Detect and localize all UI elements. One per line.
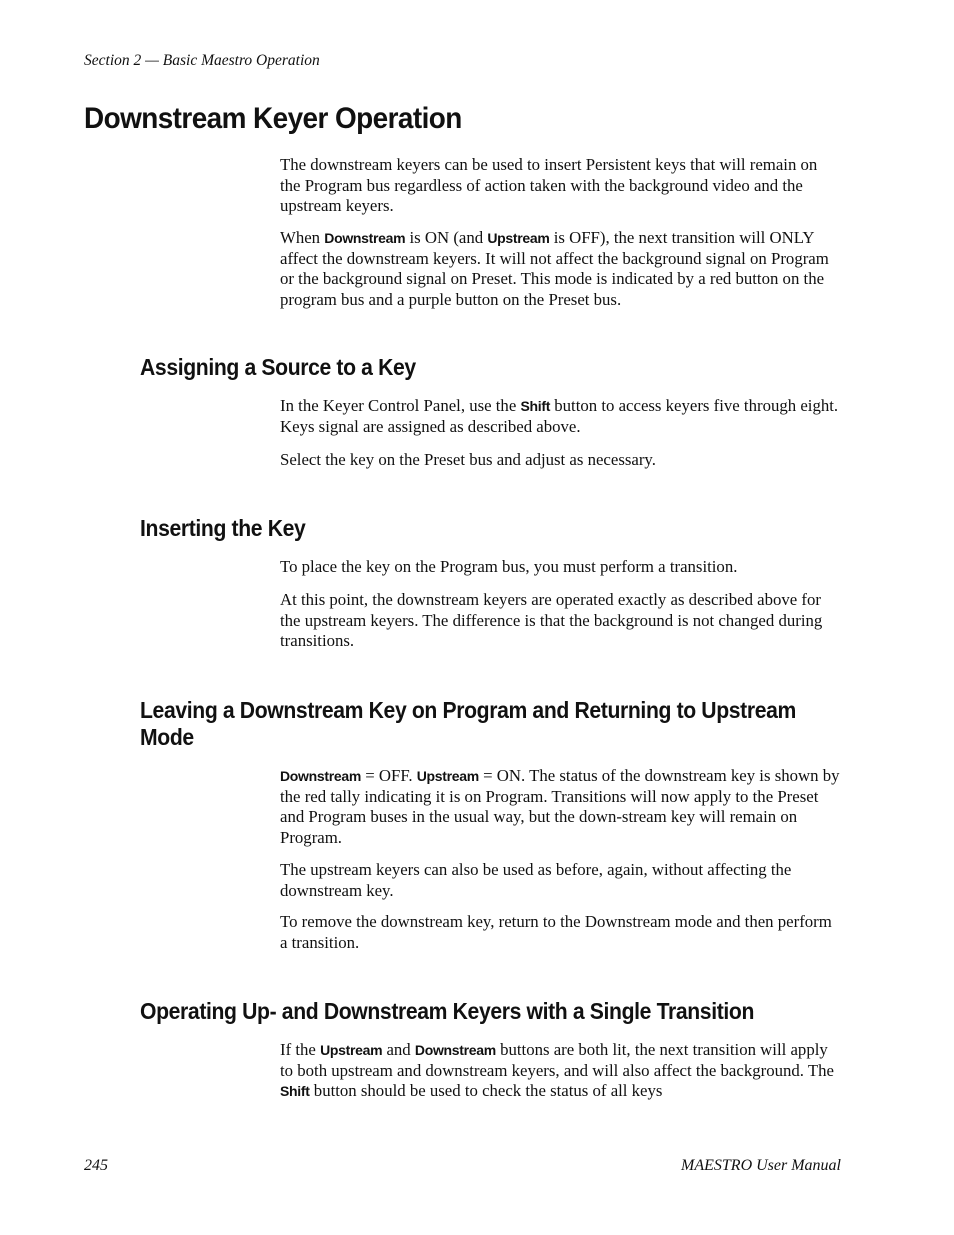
inserting-paragraph-2: At this point, the downstream keyers are operated exactly as described above for the upstream keyers. The difference is that the background is not changed during transitions. [280, 590, 823, 650]
upstream-keyword: Upstream [487, 230, 550, 246]
section-heading-leaving: Leaving a Downstream Key on Program and Returning to Upstream Mode [140, 697, 796, 750]
upstream-keyword: Upstream [320, 1042, 383, 1058]
leaving-paragraph-1: Downstream = OFF. Upstream = ON. The status of the downstream key is shown by the red tally indicating it is on Program. Transitions will now apply to the Preset and Program buses in the usual way, but the down-stream key will remain on Program. [280, 766, 840, 847]
shift-keyword: Shift [280, 1083, 310, 1099]
operating-paragraph-1: If the Upstream and Downstream buttons are both lit, the next transition will apply to both upstream and downstream keyers, and will also affect the background. The Shift button should be used to check the status of all keys [280, 1040, 834, 1100]
section-heading-assigning: Assigning a Source to a Key [140, 354, 416, 380]
inserting-paragraph-1: To place the key on the Program bus, you must perform a transition. [280, 557, 738, 576]
section-heading-inserting: Inserting the Key [140, 515, 306, 541]
shift-keyword: Shift [520, 398, 551, 414]
intro-paragraph-1: The downstream keyers can be used to insert Persistent keys that will remain on the Program bus regardless of action taken with the background video and the upstream keyers. [280, 155, 818, 215]
leaving-paragraph-2: The upstream keyers can also be used as before, again, without affecting the downstream key. [280, 860, 792, 900]
leaving-paragraph-3: To remove the downstream key, return to the Downstream mode and then perform a transition. [280, 912, 832, 952]
intro-paragraph-2: When Downstream is ON (and Upstream is OFF), the next transition will ONLY affect the downstream keyers. It will not affect the background signal on Program or the background signal on Preset. This mode is indicated by a red button on the program bus and a purple button on the Preset bus. [280, 228, 829, 309]
assigning-paragraph-2: Select the key on the Preset bus and adjust as necessary. [280, 450, 656, 469]
page-number: 245 [84, 1157, 108, 1174]
upstream-keyword: Upstream [416, 768, 479, 784]
downstream-keyword: Downstream [324, 230, 406, 246]
section-heading-operating: Operating Up- and Downstream Keyers with a Single Transition [140, 998, 755, 1024]
running-head: Section 2 — Basic Maestro Operation [84, 52, 320, 69]
downstream-keyword: Downstream [280, 768, 362, 784]
assigning-paragraph-1: In the Keyer Control Panel, use the Shift button to access keyers five through eight. Keys signal are assigned as described above. [280, 396, 839, 436]
downstream-keyword: Downstream [414, 1042, 496, 1058]
page-title: Downstream Keyer Operation [84, 102, 462, 135]
manual-title: MAESTRO User Manual [681, 1157, 841, 1174]
